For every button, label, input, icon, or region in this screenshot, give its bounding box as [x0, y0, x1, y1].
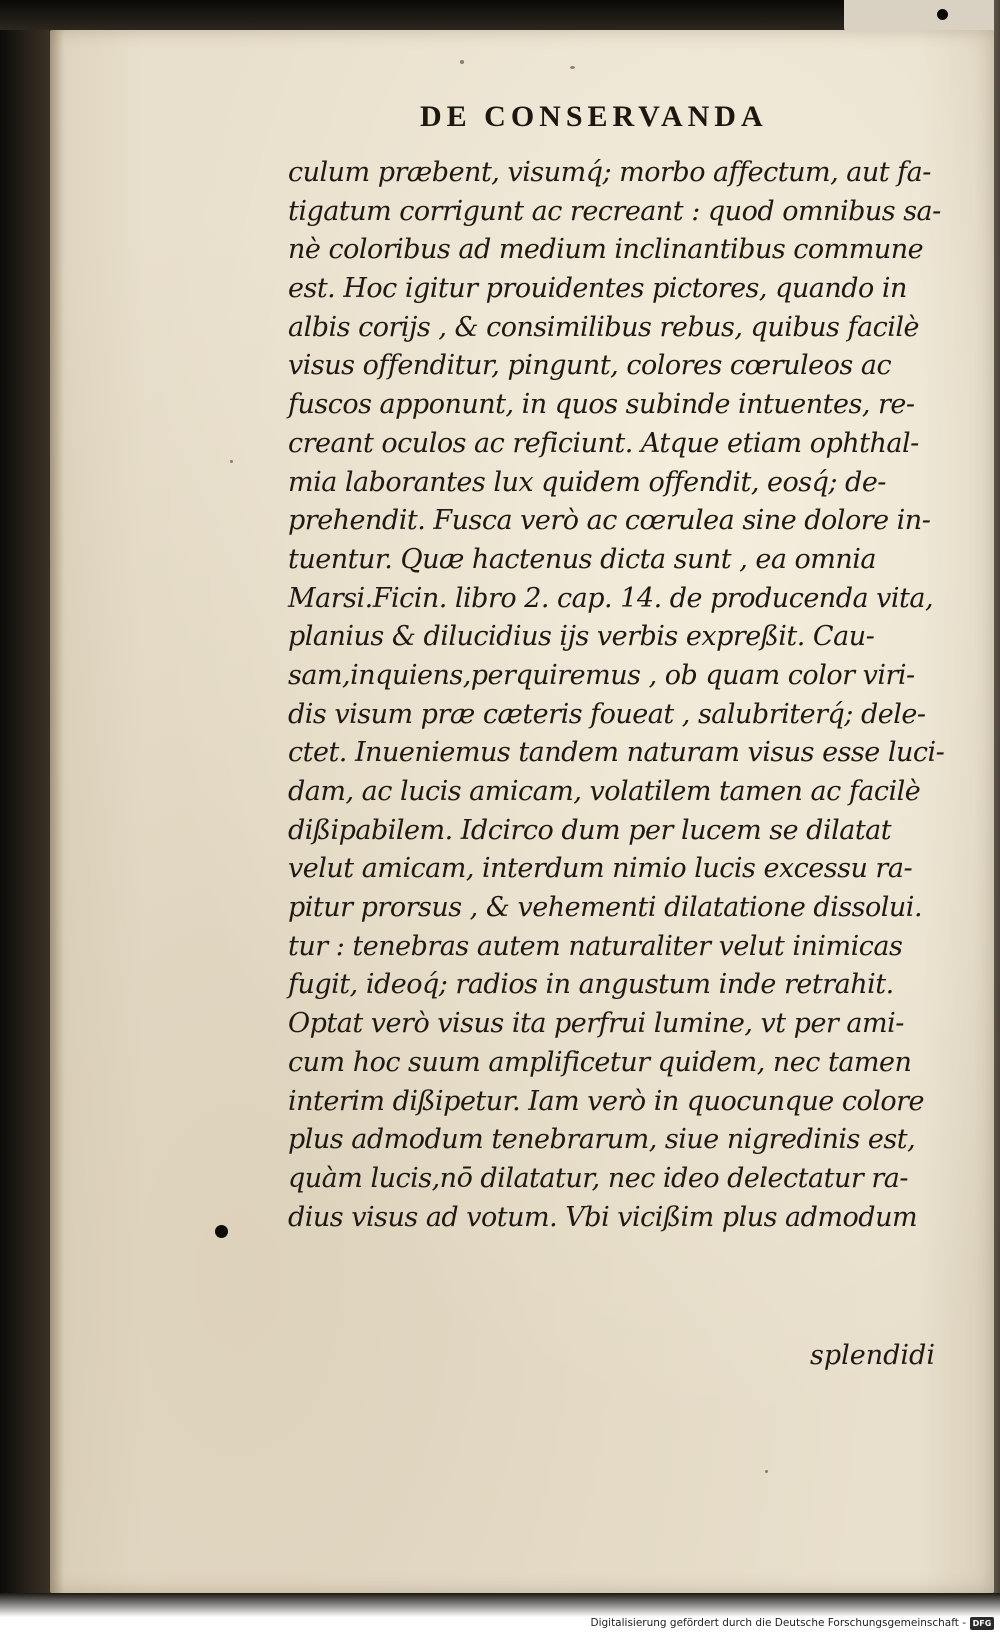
text-line: sam,inquiens,perquiremus , ob quam color viri- — [288, 659, 915, 691]
text-line: est. Hoc igitur prouidentes pictores, quando in — [288, 273, 907, 305]
text-line: dis visum præ cæteris foueat , salubriterq́; dele- — [288, 698, 926, 730]
text-line: tigatum corrigunt ac recreant : quod omnibus sa- — [288, 195, 941, 227]
paper-speck — [765, 1470, 768, 1473]
text-line: pitur prorsus , & vehementi dilatatione dissolui. — [288, 892, 923, 924]
paper-speck — [460, 60, 464, 64]
text-line: mia laborantes lux quidem offendit, eosq́; de- — [288, 466, 886, 498]
text-block — [288, 154, 945, 1237]
text-line: ctet. Inueniemus tandem naturam visus esse luci- — [288, 737, 945, 769]
text-line: Optat verò visus ita perfrui lumine, vt per ami- — [288, 1008, 904, 1040]
text-line: Marsi.Ficin. libro 2. cap. 14. de producenda vita, — [288, 582, 934, 614]
text-line: quàm lucis,nō dilatatur, nec ideo delectatur ra- — [288, 1162, 908, 1194]
text-line: prehendit. Fusca verò ac cœrulea sine dolore in- — [288, 505, 931, 537]
text-line: tur : tenebras autem naturaliter velut inimicas — [288, 930, 903, 962]
text-line: creant oculos ac reficiunt. Atque etiam ophthal- — [288, 427, 919, 459]
footer-credit: Digitalisierung gefördert durch die Deutsche Forschungsgemeinschaft - — [590, 1617, 966, 1629]
text-line: fuscos apponunt, in quos subinde intuentes, re- — [288, 389, 915, 421]
text-line: cum hoc suum amplificetur quidem, nec tamen — [288, 1046, 912, 1078]
ink-spot — [937, 9, 948, 20]
text-line: dius visus ad votum. Vbi vicißim plus admodum — [288, 1201, 918, 1233]
running-head: DE CONSERVANDA — [420, 100, 768, 133]
book-page — [50, 30, 994, 1593]
gutter-shadow — [50, 30, 64, 1593]
text-line: culum præbent, visumq́; morbo affectum, aut fa- — [288, 157, 931, 188]
text-line: plus admodum tenebrarum, siue nigredinis est, — [288, 1124, 916, 1156]
paper-speck — [230, 460, 233, 463]
text-line: interim dißipetur. Iam verò in quocunque colore — [288, 1085, 925, 1117]
text-line: dißipabilem. Idcirco dum per lucem se dilatat — [288, 814, 892, 846]
text-line: albis corijs , & consimilibus rebus, quibus facilè — [288, 311, 919, 343]
text-line: dam, ac lucis amicam, volatilem tamen ac facilè — [288, 776, 921, 807]
page-tab — [844, 0, 994, 32]
scan-left-edge — [0, 0, 52, 1633]
text-line: velut amicam, interdum nimio lucis excessu ra- — [288, 853, 913, 885]
dfg-logo: DFG — [970, 1617, 994, 1630]
text-line: nè coloribus ad medium inclinantibus commune — [288, 234, 924, 266]
ink-spot — [215, 1225, 228, 1238]
catchword: splendidi — [810, 1340, 935, 1371]
text-line: visus offenditur, pingunt, colores cœruleos ac — [288, 350, 892, 382]
text-line: planius & dilucidius ijs verbis expreßit. Cau- — [288, 621, 875, 653]
text-line: tuentur. Quæ hactenus dicta sunt , ea omnia — [288, 543, 877, 575]
text-line: fugit, ideoq́; radios in angustum inde retrahit. — [288, 969, 894, 1001]
paper-speck — [570, 66, 575, 69]
